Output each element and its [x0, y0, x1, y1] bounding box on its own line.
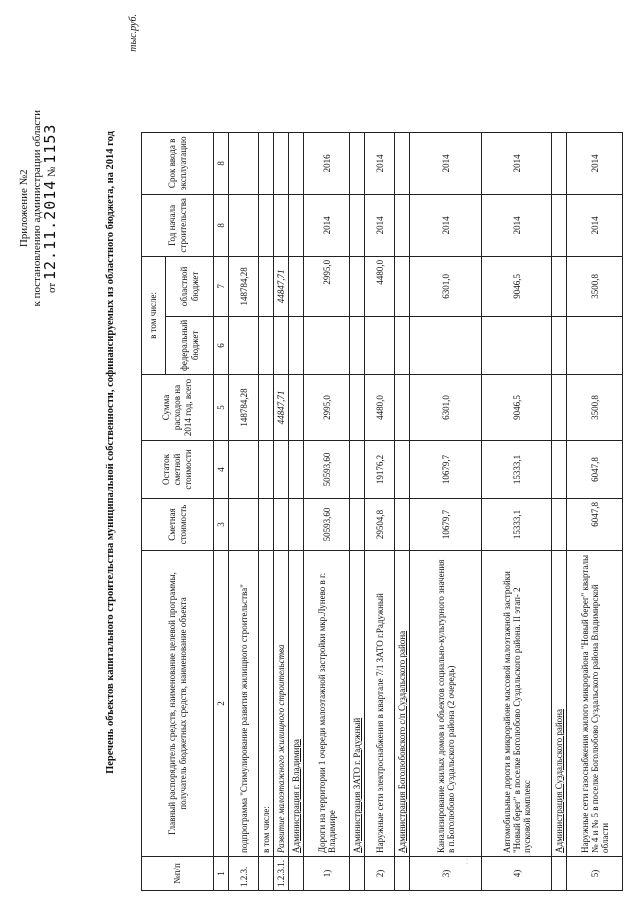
col-number: 8 — [214, 132, 229, 194]
col-start-header: Год начала строительства — [142, 194, 214, 256]
table-row — [567, 132, 623, 890]
section-regional: 44847,71 — [274, 256, 289, 316]
decree-date: 12.11.2014 — [41, 179, 59, 281]
program-num: 1.2.3. — [229, 857, 259, 891]
row-sum: 9046,5 — [482, 375, 552, 441]
row-num: 5) — [567, 857, 623, 891]
incl-num — [259, 857, 274, 891]
row-cost: 29504,8 — [365, 499, 395, 551]
row-federal — [567, 316, 623, 374]
table-row — [304, 132, 350, 890]
col-number: 5 — [214, 375, 229, 441]
objects-table — [141, 132, 623, 891]
row-num: 4) — [482, 857, 552, 891]
row-federal — [410, 316, 482, 374]
col-incl-header: в том числе: — [142, 256, 166, 374]
program-regional: 148784,28 — [229, 256, 259, 316]
program-cost — [229, 499, 259, 551]
row-regional: 3500,8 — [567, 256, 623, 316]
row-name: Автомобильные дороги в микрорайоне массовой малоэтажной застройки "Новый берег" в поселке Боголюбово Суздальского района. II этап- 2 пусковой комплекс — [482, 551, 552, 857]
col-number: 4 — [214, 441, 229, 499]
row-end: 2014 — [567, 132, 623, 194]
row-federal — [304, 316, 350, 374]
row-end: 2016 — [304, 132, 350, 194]
admin-row — [350, 132, 365, 890]
col-number: 8 — [214, 194, 229, 256]
row-regional: 6301,0 — [410, 256, 482, 316]
col-name-header: Главный распорядитель средств, наименование целевой программы, получатель бюджетных средств, наименование объекта — [142, 551, 214, 857]
number-prefix: № — [46, 166, 58, 177]
row-cost: 15333,1 — [482, 499, 552, 551]
col-cost-header: Сметная стоимость — [142, 499, 214, 551]
appendix-line: к постановлению администрации области — [31, 110, 43, 307]
appendix-date-line — [41, 110, 59, 307]
row-num: 3) — [410, 857, 482, 891]
column-number-row — [214, 132, 229, 890]
admin-row — [289, 132, 304, 890]
col-number: 1 — [214, 857, 229, 891]
row-remain: 50593,60 — [304, 441, 350, 499]
program-sum: 148784,28 — [229, 375, 259, 441]
col-number: 6 — [214, 316, 229, 374]
row-sum: 4480,0 — [365, 375, 395, 441]
row-cost: 50593,60 — [304, 499, 350, 551]
row-remain: 15333,1 — [482, 441, 552, 499]
appendix-header — [18, 110, 59, 307]
date-prefix: от — [46, 282, 58, 293]
col-num-header: №п/п — [142, 857, 214, 891]
row-federal — [365, 316, 395, 374]
row-cost: 10679,7 — [410, 499, 482, 551]
col-number: 2 — [214, 551, 229, 857]
admin-name: Администрация Боголюбовского с/п Суздальского района — [395, 551, 410, 857]
row-name: Канализирование жилых домов и объектов социально-культурного значения в п.Боголюбово Суздальского района (2 очередь) — [410, 551, 482, 857]
section-num: 1.2.3.1. — [274, 857, 289, 891]
row-sum: 2995,0 — [304, 375, 350, 441]
row-name: Наружные сети газоснабжения жилого микрорайона "Новый берег" кварталы № 4 и № 5 в поселке Боголюбово Суздальского района Владимирской области — [567, 551, 623, 857]
row-end: 2014 — [482, 132, 552, 194]
program-end — [229, 132, 259, 194]
row-federal — [482, 316, 552, 374]
row-remain: 19176,2 — [365, 441, 395, 499]
row-name: Наружные сети электроснабжения в квартале 7/1 ЗАТО г.Радужный — [365, 551, 395, 857]
section-sum: 44847,71 — [274, 375, 289, 441]
row-num: 1) — [304, 857, 350, 891]
col-end-header: Срок ввода в эксплуатацию — [142, 132, 214, 194]
col-remain-header: Остаток сметной стоимости — [142, 441, 214, 499]
table-row — [482, 132, 552, 890]
col-federal-header: федеральный бюджет — [166, 316, 214, 374]
table-row — [365, 132, 395, 890]
col-sum-header: Сумма расходов на 2014 год, всего — [142, 375, 214, 441]
row-regional: 4480,0 — [365, 256, 395, 316]
row-start: 2014 — [304, 194, 350, 256]
row-sum: 3500,8 — [567, 375, 623, 441]
program-start — [229, 194, 259, 256]
row-end: 2014 — [365, 132, 395, 194]
col-number: 7 — [214, 256, 229, 316]
admin-name: Администрация г. Владимира — [289, 551, 304, 857]
scan-speck: · · — [463, 857, 472, 865]
incl-label: в том числе: — [259, 551, 274, 857]
row-start: 2014 — [567, 194, 623, 256]
row-end: 2014 — [410, 132, 482, 194]
program-row — [229, 132, 259, 890]
row-cost: 6047,8 — [567, 499, 623, 551]
row-regional: 9046,5 — [482, 256, 552, 316]
admin-name: Администрация Суздальского района — [552, 551, 567, 857]
program-remain — [229, 441, 259, 499]
row-name: Дороги на территории 1 очереди малоэтажной застройки мкр.Лунево в г. Владимире — [304, 551, 350, 857]
appendix-title: Приложение №2 — [18, 169, 30, 248]
admin-row — [552, 132, 567, 890]
col-regional-header: областной бюджет — [166, 256, 214, 316]
decree-number: 1153 — [41, 123, 59, 164]
row-start: 2014 — [410, 194, 482, 256]
section-row — [274, 132, 289, 890]
section-name: Развитие малоэтажного жилищного строительства — [274, 551, 289, 857]
admin-row — [395, 132, 410, 890]
row-regional: 2995,0 — [304, 256, 350, 316]
table-row — [410, 132, 482, 890]
unit-label: тыс.руб. — [128, 14, 139, 52]
row-sum: 6301,0 — [410, 375, 482, 441]
row-start: 2014 — [482, 194, 552, 256]
row-start: 2014 — [365, 194, 395, 256]
program-name: подпрограмма "Стимулирование развития жилищного строительства" — [229, 551, 259, 857]
document-title: Перечень объектов капитального строительства муниципальной собственности, софинансируемых из областного бюджета, на 2014 год — [105, 131, 116, 774]
row-num: 2) — [365, 857, 395, 891]
program-federal — [229, 316, 259, 374]
header-row — [142, 132, 166, 890]
row-remain: 6047,8 — [567, 441, 623, 499]
row-remain: 10679,7 — [410, 441, 482, 499]
col-number: 3 — [214, 499, 229, 551]
admin-name: Администрация ЗАТО г. Радужный — [350, 551, 365, 857]
incl-row — [259, 132, 274, 890]
